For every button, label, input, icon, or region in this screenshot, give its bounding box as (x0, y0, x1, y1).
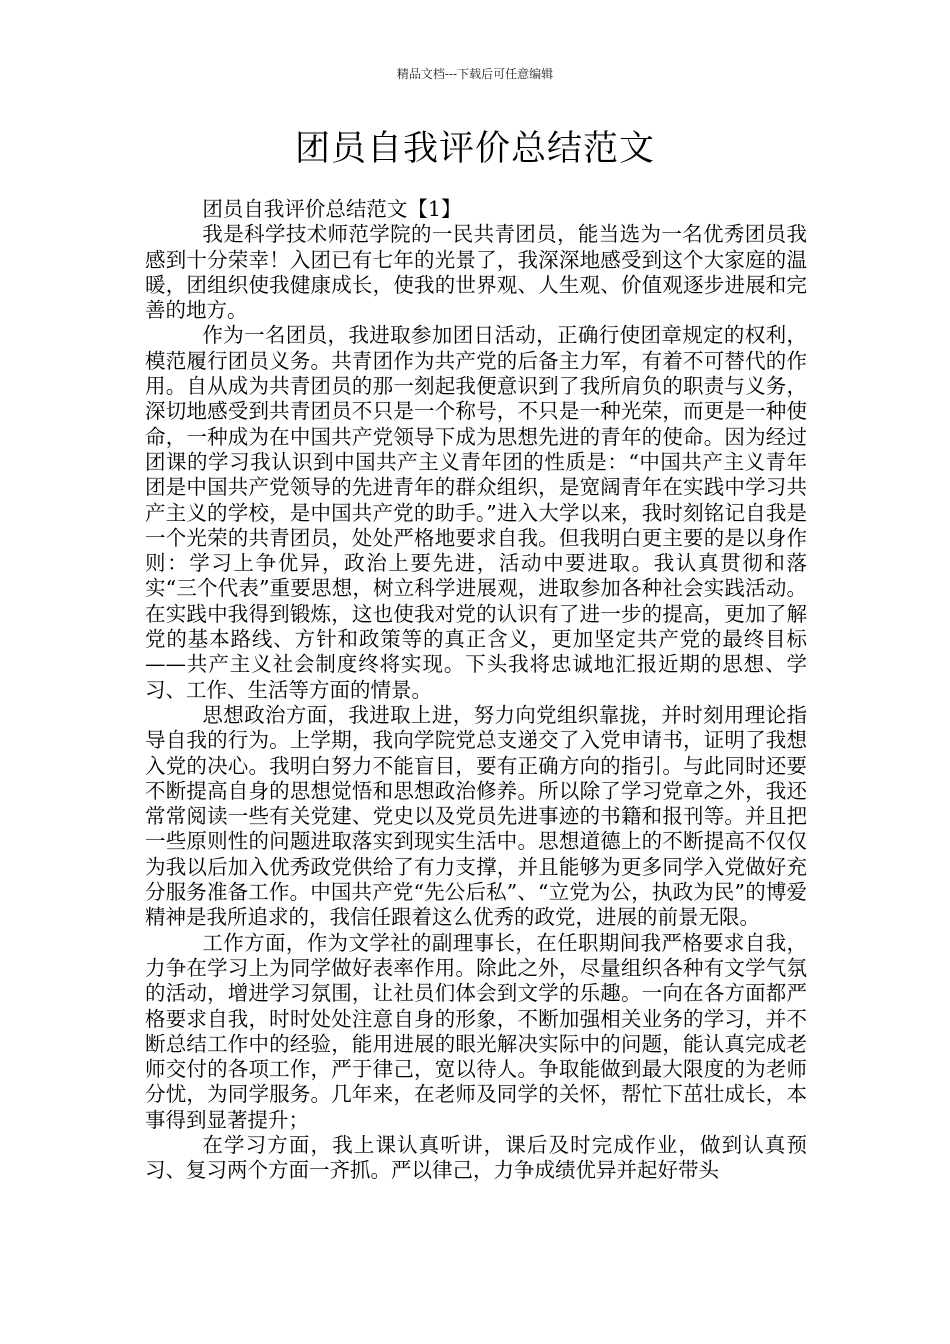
document-body (145, 197, 807, 1184)
section-subheading: 团员自我评价总结范文【1】 (202, 197, 462, 221)
paragraph: 思想政治方面，我进取上进，努力向党组织靠拢，并时刻用理论指导自我的行为。上学期，我向学院党总支递交了入党申请书，证明了我想入党的决心。我明白努力不能盲目，要有正确方向的指引。与此同时还要不断提高自身的思想觉悟和思想政治修养。所以除了学习党章之外，我还常常阅读一些有关党建、党史以及党员先进事迹的书籍和报刊等。并且把一些原则性的问题进取落实到现实生活中。思想道德上的不断提高不仅仅为我以后加入优秀政党供给了有力支撑，并且能够为更多同学入党做好充分服务准备工作。中国共产党“先公后私”、“立党为公，执政为民”的博爱精神是我所追求的，我信任跟着这么优秀的政党，进展的前景无限。 (145, 702, 807, 930)
document-title: 团员自我评价总结范文 (294, 129, 655, 169)
paragraph: 我是科学技术师范学院的一民共青团员，能当选为一名优秀团员我感到十分荣幸！入团已有七年的光景了，我深深地感受到这个大家庭的温暖，团组织使我健康成长，使我的世界观、人生观、价值观逐步进展和完善的地方。 (145, 222, 807, 323)
header-note: 精品文档---下载后可任意编辑 (396, 67, 554, 81)
paragraph: 作为一名团员，我进取参加团日活动，正确行使团章规定的权利，模范履行团员义务。共青团作为共产党的后备主力军，有着不可替代的作用。自从成为共青团员的那一刻起我便意识到了我所肩负的职责与义务，深切地感受到共青团员不只是一个称号，不只是一种光荣，而更是一种使命，一种成为在中国共产党领导下成为思想先进的青年的使命。因为经过团课的学习我认识到中国共产主义青年团的性质是：“中国共产主义青年团是中国共产党领导的先进青年的群众组织，是宽阔青年在实践中学习共产主义的学校，是中国共产党的助手。”进入大学以来，我时刻铭记自我是一个光荣的共青团员，处处严格地要求自我。但我明白更主要的是以身作则：学习上争优异，政治上要先进，活动中要进取。我认真贯彻和落实“三个代表”重要思想，树立科学进展观，进取参加各种社会实践活动。在实践中我得到锻炼，这也使我对党的认识有了进一步的提高，更加了解党的基本路线、方针和政策等的真正含义，更加坚定共产党的最终目标——共产主义社会制度终将实现。下头我将忠诚地汇报近期的思想、学习、工作、生活等方面的情景。 (145, 323, 807, 702)
paragraph: 在学习方面，我上课认真听讲，课后及时完成作业，做到认真预习、复习两个方面一齐抓。严以律己，力争成绩优异并起好带头 (145, 1132, 807, 1183)
paragraph: 工作方面，作为文学社的副理事长，在任职期间我严格要求自我，力争在学习上为同学做好表率作用。除此之外，尽量组织各种有文学气氛的活动，增进学习氛围，让社员们体会到文学的乐趣。一向在各方面都严格要求自我，时时处处注意自身的形象，不断加强相关业务的学习，并不断总结工作中的经验，能用进展的眼光解决实际中的问题，能认真完成老师交付的各项工作，严于律己，宽以待人。争取能做到最大限度的为老师分忧，为同学服务。几年来，在老师及同学的关怀，帮忙下茁壮成长，本事得到显著提升； (145, 930, 807, 1132)
